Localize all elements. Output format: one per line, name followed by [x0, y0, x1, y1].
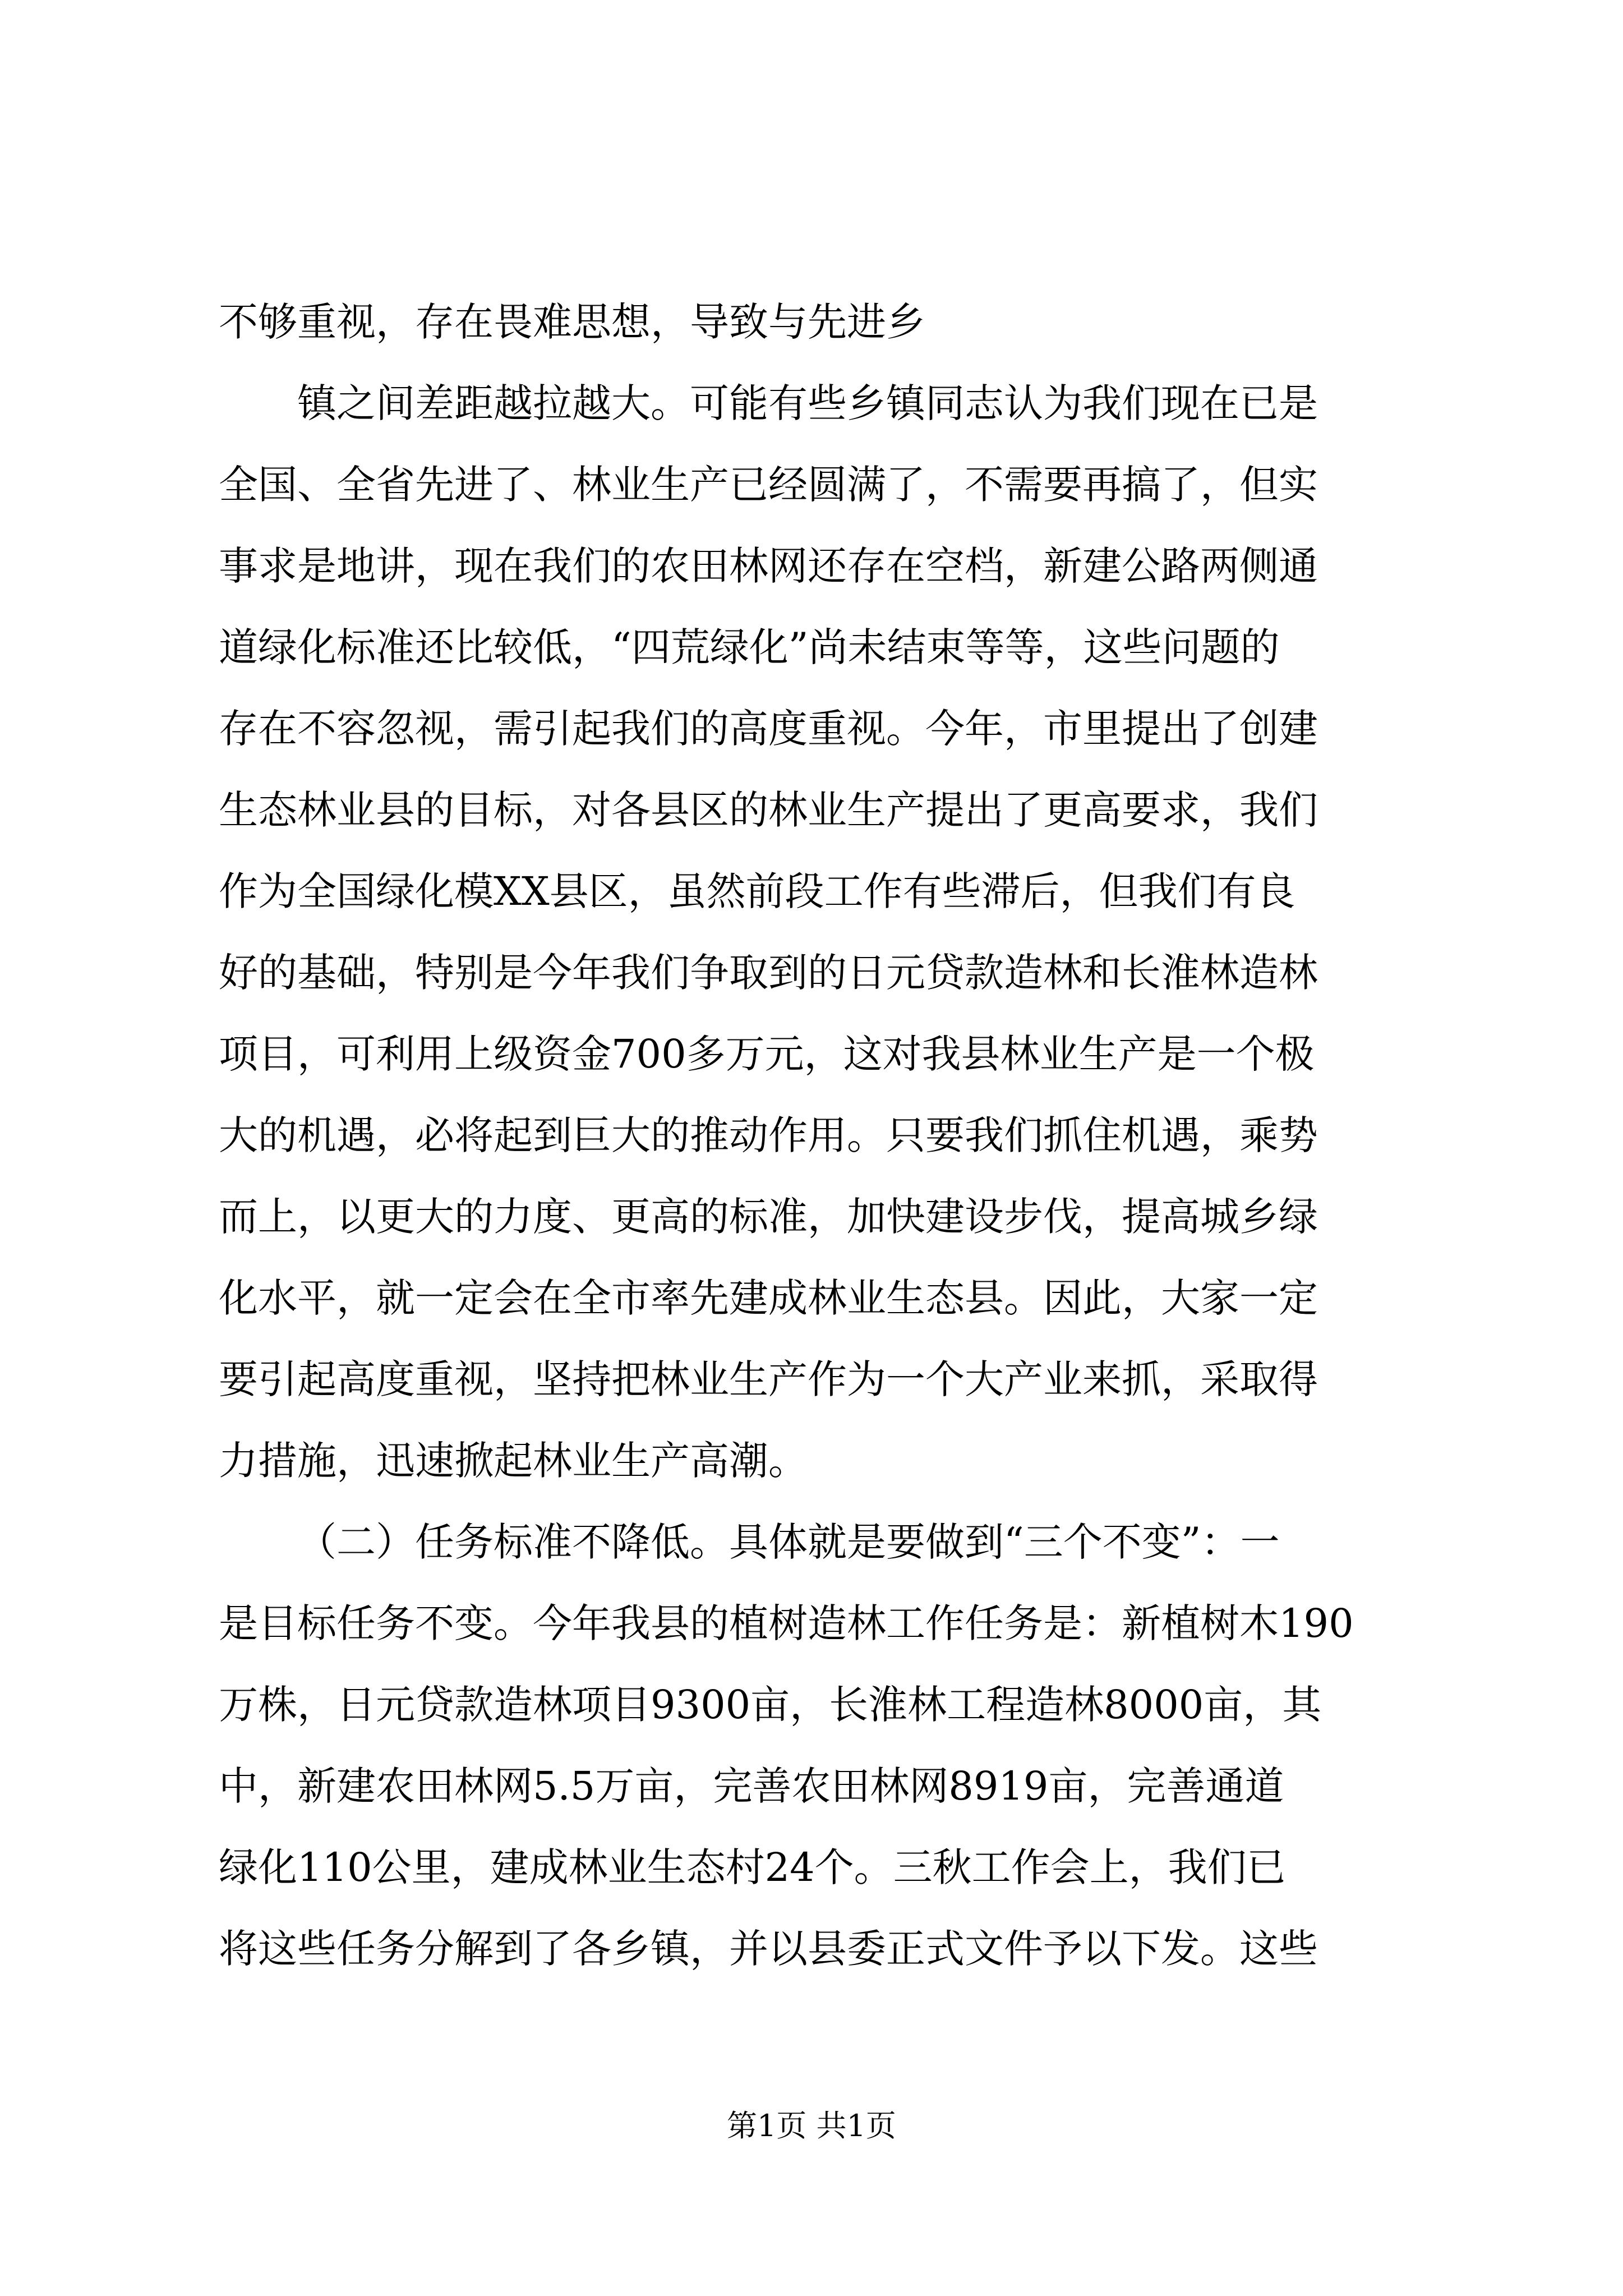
- text-line: 好的基础，特别是今年我们争取到的日元贷款造林和长淮林造林: [219, 950, 1318, 996]
- text-line: 而上，以更大的力度、更高的标准，加快建设步伐，提高城乡绿: [219, 1194, 1318, 1240]
- page-number-label: 第1页 共1页: [727, 2108, 896, 2143]
- text-line: 绿化110公里，建成林业生态村24个。三秋工作会上，我们已: [219, 1844, 1286, 1890]
- page-footer: [0, 2106, 1623, 2146]
- text-line: 将这些任务分解到了各乡镇，并以县委正式文件予以下发。这些: [219, 1926, 1318, 1972]
- text-line: （二）任务标准不降低。具体就是要做到“三个不变”：一: [297, 1519, 1280, 1565]
- text-line: 事求是地讲，现在我们的农田林网还存在空档，新建公路两侧通: [219, 543, 1318, 589]
- text-line: 万株，日元贷款造林项目9300亩，长淮林工程造林8000亩，其: [219, 1682, 1322, 1728]
- text-line: 项目，可利用上级资金700多万元，这对我县林业生产是一个极: [219, 1031, 1315, 1077]
- text-line: 大的机遇，必将起到巨大的推动作用。只要我们抓住机遇，乘势: [219, 1112, 1318, 1158]
- text-line: 全国、全省先进了、林业生产已经圆满了，不需要再搞了，但实: [219, 462, 1318, 508]
- text-line: 存在不容忽视，需引起我们的高度重视。今年，市里提出了创建: [219, 706, 1318, 752]
- text-line: 镇之间差距越拉越大。可能有些乡镇同志认为我们现在已是: [297, 380, 1318, 426]
- text-line: 道绿化标准还比较低，“四荒绿化”尚未结束等等，这些问题的: [219, 624, 1280, 670]
- text-line: 力措施，迅速掀起林业生产高潮。: [219, 1438, 808, 1484]
- text-line: 作为全国绿化模XX县区，虽然前段工作有些滞后，但我们有良: [219, 868, 1295, 914]
- text-line: 要引起高度重视，坚持把林业生产作为一个大产业来抓，采取得: [219, 1356, 1318, 1402]
- text-line: 生态林业县的目标，对各县区的林业生产提出了更高要求，我们: [219, 787, 1318, 833]
- text-line: 化水平，就一定会在全市率先建成林业生态县。因此，大家一定: [219, 1275, 1318, 1321]
- text-line: 不够重视，存在畏难思想，导致与先进乡: [219, 299, 925, 345]
- text-line: 是目标任务不变。今年我县的植树造林工作任务是：新植树木190: [219, 1600, 1354, 1646]
- text-line: 中，新建农田林网5.5万亩，完善农田林网8919亩，完善通道: [219, 1763, 1284, 1809]
